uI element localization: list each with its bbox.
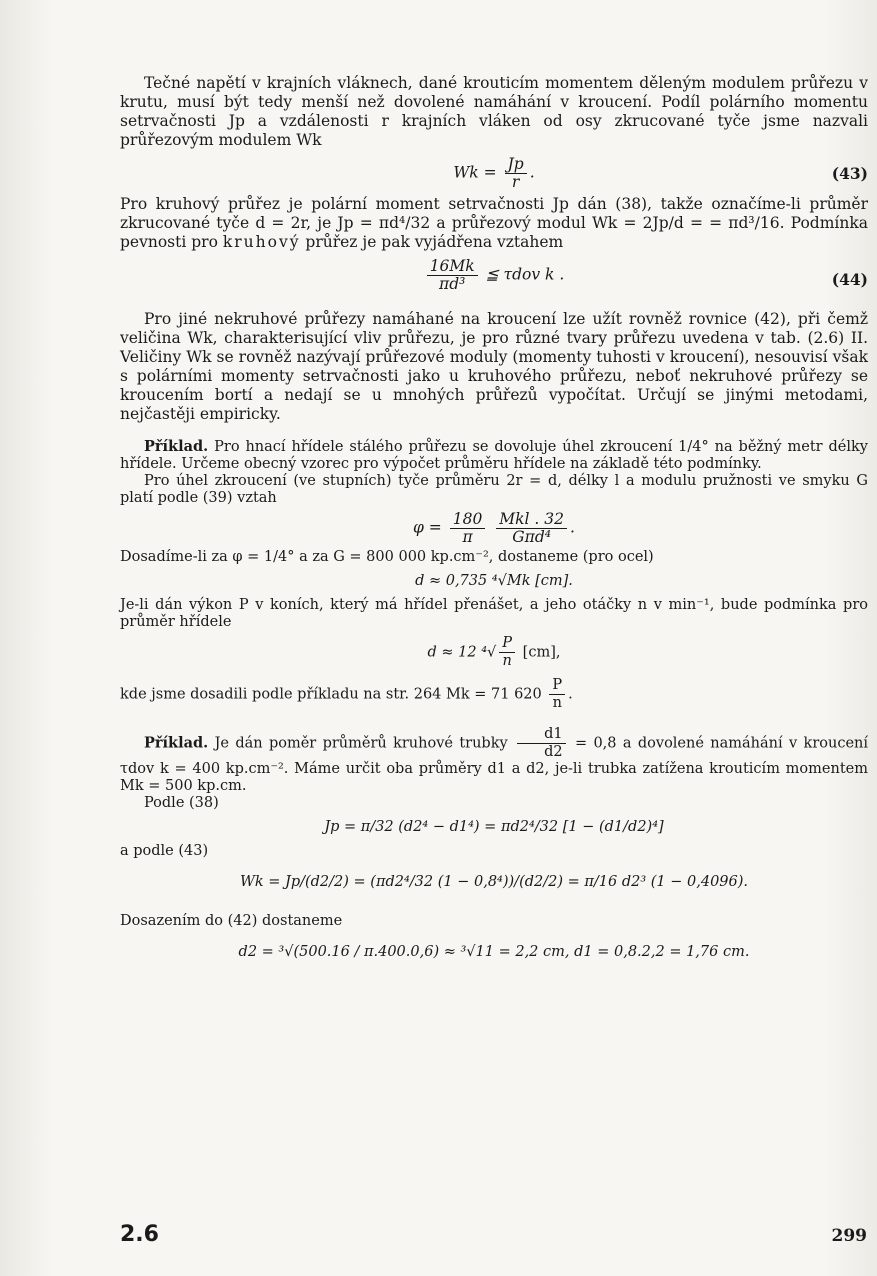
equation-phi: φ = $\frac{180}{\pi}$ $\frac{\text{Mkl . 32}}{\text{Gπd⁴}}$ . xyxy=(413,510,575,546)
eq44-rhs: ≦ τdov k . xyxy=(485,265,565,284)
equation-number-43: (43) xyxy=(831,164,868,183)
example-2-intro: Příklad. Je dán poměr průměrů kruhové trubky $\frac{d1}{d2}$ = 0,8 a dovolené namáhání v kroucení τdov k = 400 kp.cm⁻². Máme určit oba průměry d1 a d2, je-li trubka zatížena krouticím momentem Mk = 500 kp.cm. xyxy=(120,726,869,794)
section-number: 2.6 xyxy=(120,1222,159,1247)
equation-d2-result: d2 = ³√(500.16 / π.400.0,6) ≈ ³√11 = 2,2 cm, d1 = 0,8.2,2 = 1,76 cm. xyxy=(238,944,750,960)
paragraph-circular-section: Pro kruhový průřez je polární moment setrvačnosti Jp dán (38), takže označíme-li průměr zkrucované tyče d = 2r, je Jp = πd⁴/32 a průřezový modul Wk = 2Jp/d = = πd³/16. Podmínka pevnosti pro kruhový průřez je pak vyjádřena vztahem xyxy=(120,195,868,251)
eq43-tail: . xyxy=(529,163,535,182)
spaced-word-kruhovy: kruhový xyxy=(222,233,301,251)
equation-number-44: (44) xyxy=(831,270,868,289)
example-2-text-2: Podle (38) xyxy=(144,795,219,811)
equation-44 xyxy=(120,252,868,296)
example-2-text-3: a podle (43) xyxy=(120,843,209,859)
eq43-lhs: Wk = xyxy=(453,163,497,182)
example-1-text-4: Je-li dán výkon P v koních, který má hřídel přenášet, a jeho otáčky n v min⁻¹, bude podmínka pro průměr hřídele xyxy=(120,597,868,630)
page-number: 299 xyxy=(831,1226,867,1246)
eq44-numerator: 16Mk xyxy=(427,258,478,276)
equation-43 xyxy=(120,150,868,191)
example-1-text-3: Dosadíme-li za φ = 1/4° a za G = 800 000 kp.cm⁻², dostaneme (pro ocel) xyxy=(120,549,654,565)
paragraph-noncircular: Pro jiné nekruhové průřezy namáhané na kroucení lze užít rovněž rovnice (42), při čemž veličina Wk, charakterisující vliv průřezu, je pro různé tvary průřezu uvedena v tab. (2.6) II. Veličiny Wk se rovněž nazývají průřezové moduly (momenty tuhosti v kroucení), nesouvisí však s polárními momenty setrvačnosti jako u kruhového průřezu, neboť nekruhové průřezy se kroucením bortí a nedají se u mnohých průřezů vypočítat. Určují se jinými metodami, nejčastěji empiricky. xyxy=(120,310,868,423)
equation-d-approx-1: d ≈ 0,735 ⁴√Mk [cm]. xyxy=(415,573,573,589)
eq44-denominator: πd³ xyxy=(439,275,466,293)
eq43-denominator: r xyxy=(511,173,520,191)
page-footer xyxy=(120,1222,867,1252)
paragraph-torsion-stress: Tečné napětí v krajních vláknech, dané krouticím momentem děleným modulem průřezu v krutu, musí být tedy menší než dovolené namáhání v kroucení. Podíl polárního momentu setrvačnosti Jp a vzdálenosti r krajních vláken od osy zkrucované tyče jsme nazvali průřezovým modulem Wk xyxy=(120,74,868,149)
example-2-label: Příklad. xyxy=(144,734,209,752)
equation-wk: Wk = Jp/(d2/2) = (πd2⁴/32 (1 − 0,8⁴))/(d2/2) = π/16 d2³ (1 − 0,4096). xyxy=(239,874,749,890)
example-1-label: Příklad. xyxy=(144,438,209,455)
equation-jp: Jp = π/32 (d2⁴ − d1⁴) = πd2⁴/32 [1 − (d1/d2)⁴] xyxy=(324,819,664,835)
example-1-text-5: kde jsme dosadili podle příkladu na str. 264 Mk = 71 620 $\frac{P}{n}$ . xyxy=(120,677,573,711)
eq43-numerator: Jp xyxy=(505,156,527,174)
text-body xyxy=(120,74,868,961)
example-1-text-2: Pro úhel zkroucení (ve stupních) tyče průměru 2r = d, délky l a modulu pružnosti ve smyku G platí podle (39) vztah xyxy=(120,473,868,506)
example-1-intro: Příklad. Pro hnací hřídele stálého průřezu se dovoluje úhel zkroucení 1/4° na běžný metr délky hřídele. Určeme obecný vzorec pro výpočet průměru hřídele na základě této podmínky. xyxy=(120,438,868,472)
equation-d-approx-2: d ≈ 12 ⁴√ $\frac{P}{n}$ [cm], xyxy=(427,635,561,669)
example-2-text-4: Dosazením do (42) dostaneme xyxy=(120,913,343,929)
